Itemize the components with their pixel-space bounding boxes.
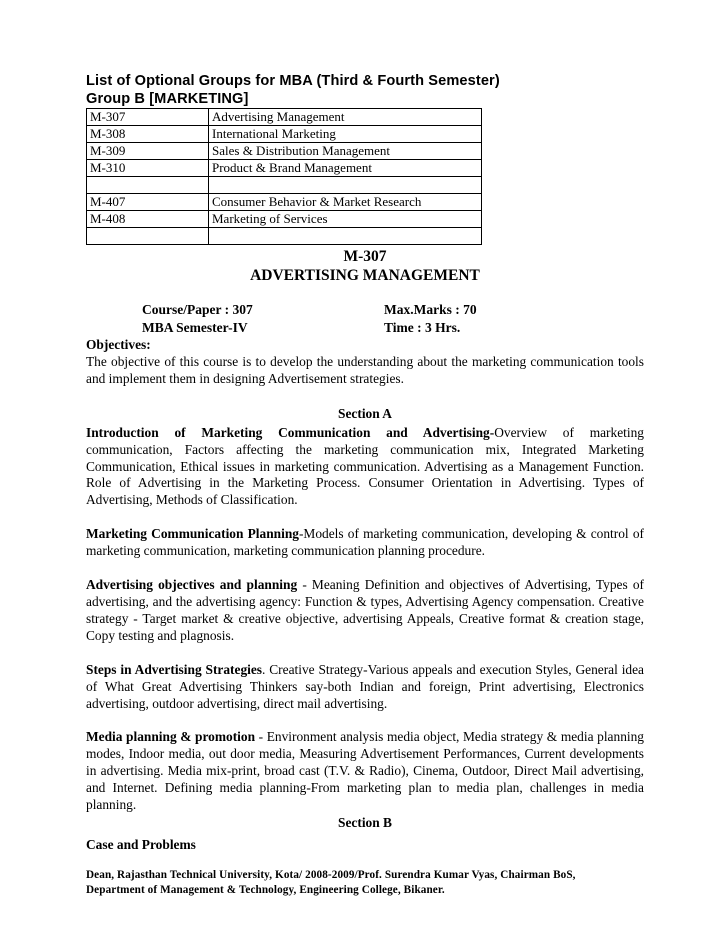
course-name: Consumer Behavior & Market Research (209, 194, 482, 211)
footer-line-1: Dean, Rajasthan Technical University, Kota/ 2008-2009/Prof. Surendra Kumar Vyas, Chairman BoS, (86, 868, 576, 881)
table-row (87, 126, 482, 143)
paragraph (86, 662, 644, 713)
course-name: Sales & Distribution Management (209, 143, 482, 160)
course-name: International Marketing (209, 126, 482, 143)
table-row (87, 194, 482, 211)
meta-row-1 (86, 301, 644, 319)
objectives-label: Objectives: (86, 337, 151, 352)
course-name-title: ADVERTISING MANAGEMENT (250, 267, 480, 284)
table-row (87, 160, 482, 177)
course-code (87, 177, 209, 194)
meta-row-2 (86, 319, 644, 337)
course-name: Marketing of Services (209, 211, 482, 228)
course-code: M-309 (87, 143, 209, 160)
course-name (209, 228, 482, 245)
paragraph-heading: Marketing Communication Planning (86, 526, 299, 542)
course-table (86, 108, 482, 245)
section-b-heading: Section B (338, 814, 392, 830)
course-code: M-407 (87, 194, 209, 211)
paragraph-text: - Meaning Definition and objectives of Advertising, Types of advertising, and the advertising agency: Function & types, Advertising Agency compensation. Creative strategy - Target market & creative objective, advertising Appeals, Creative format & creation stage, Copy testing and plagnosis. (86, 577, 644, 643)
course-paper: Course/Paper : 307 (142, 302, 253, 317)
paragraph-text: -Models of marketing communication, developing & control of marketing communication, marketing communication planning procedure. (86, 526, 644, 559)
paragraph-text: . Creative Strategy-Various appeals and execution Styles, General idea of What Great Advertising Thinkers say-both Indian and foreign, Print advertising, Electronics advertising, outdoor advertising, direct mail advertising. (86, 661, 645, 711)
course-name: Advertising Management (209, 109, 482, 126)
paragraph-heading: Advertising objectives and planning (86, 577, 298, 593)
table-row (87, 211, 482, 228)
groups-heading: List of Optional Groups for MBA (Third & Fourth Semester) (86, 73, 500, 89)
paragraph (86, 425, 644, 510)
max-marks: Max.Marks : 70 (384, 302, 477, 317)
course-code: M-310 (87, 160, 209, 177)
course-name: Product & Brand Management (209, 160, 482, 177)
case-problems-label: Case and Problems (86, 836, 196, 852)
paragraph-text: Overview of marketing communication, Factors affecting the marketing communication mix, Integrated Marketing Communication, Ethical issues in marketing communication. Advertising as a Management Function. Role of Advertising in the Marketing Process. Consumer Orientation in Advertising. Types of Advertising, Methods of Classification. (86, 424, 644, 508)
footer-line-2: Department of Management & Technology, Engineering College, Bikaner. (86, 883, 445, 896)
table-row (87, 143, 482, 160)
course-name (209, 177, 482, 194)
course-code: M-308 (87, 126, 209, 143)
course-code: M-307 (87, 109, 209, 126)
course-code (87, 228, 209, 245)
table-row (87, 228, 482, 245)
document-page (86, 72, 644, 898)
table-row (87, 109, 482, 126)
paragraph-heading: Introduction of Marketing Communication and Advertising- (86, 424, 495, 440)
semester: MBA Semester-IV (142, 320, 248, 335)
paragraph-text: - Environment analysis media object, Media strategy & media planning modes, Indoor media, out door media, Measuring Advertisement Performances, Current developments in advertising. Media mix-print, broad cast (T.V. & Radio), Cinema, Outdoor, Direct Mail advertising, and Internet. Defining media planning-From marketing plan to media plan, challenges in media planning. (86, 729, 645, 813)
paragraph (86, 577, 644, 645)
objectives-text: The objective of this course is to develop the understanding about the marketing communication tools and implement them in designing Advertisement strategies. (86, 353, 644, 386)
paragraph (86, 526, 644, 560)
exam-time: Time : 3 Hrs. (384, 320, 461, 335)
paragraph (86, 729, 644, 814)
paragraph-heading: Media planning & promotion (86, 729, 256, 745)
group-b-heading: Group B [MARKETING] (86, 91, 249, 107)
course-code: M-408 (87, 211, 209, 228)
table-row (87, 177, 482, 194)
course-code-title: M-307 (343, 248, 387, 265)
section-a-heading: Section A (338, 405, 392, 421)
paragraph-heading: Steps in Advertising Strategies (86, 661, 263, 677)
